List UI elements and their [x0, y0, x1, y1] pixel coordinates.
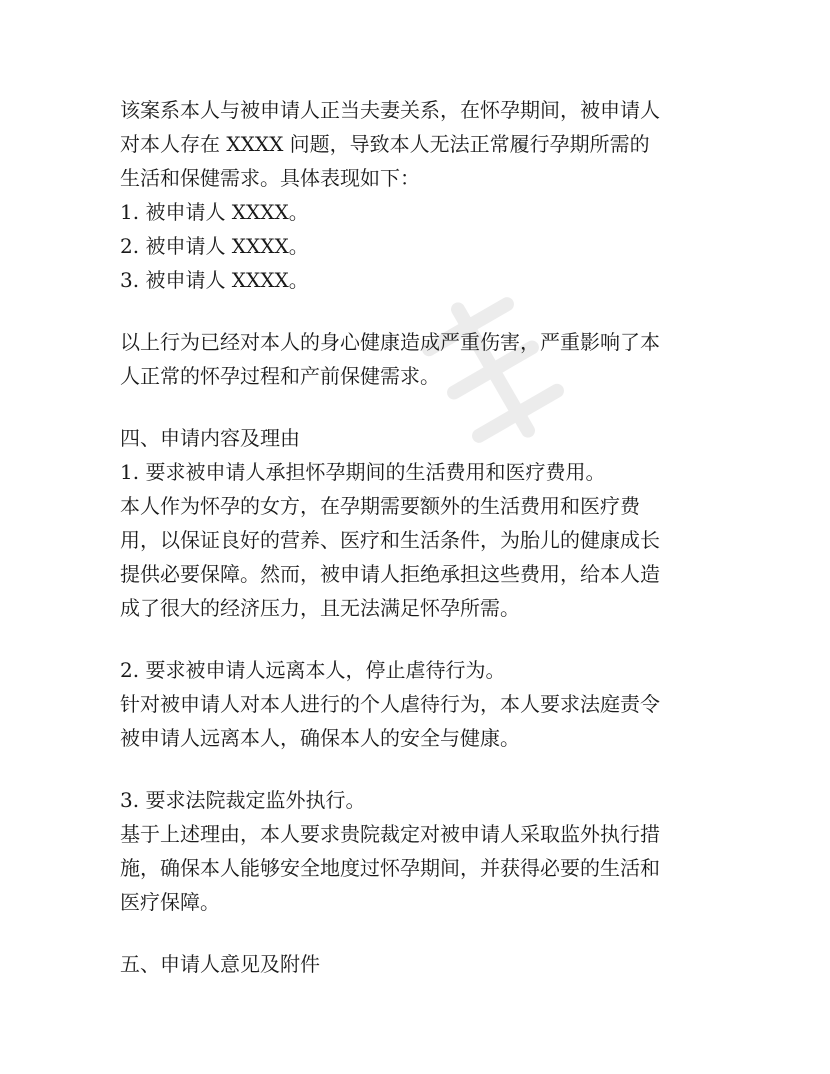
text-line: 对本人存在 XXXX 问题，导致本人无法正常履行孕期所需的	[120, 132, 650, 156]
text-line: 2. 被申请人 XXXX。	[120, 234, 309, 258]
text-line: 1. 要求被申请人承担怀孕期间的生活费用和医疗费用。	[120, 460, 606, 484]
text-line: 该案系本人与被申请人正当夫妻关系，在怀孕期间，被申请人	[120, 98, 660, 122]
text-line: 施，确保本人能够安全地度过怀孕期间，并获得必要的生活和	[120, 856, 660, 880]
paragraph-gap	[120, 919, 720, 947]
text-line: 提供必要保障。然而，被申请人拒绝承担这些费用，给本人造	[120, 562, 660, 586]
paragraph-block	[120, 947, 720, 981]
text-line: 基于上述理由，本人要求贵院裁定对被申请人采取监外执行措	[120, 822, 660, 846]
paragraph-block	[120, 653, 720, 755]
text-line: 生活和保健需求。具体表现如下：	[120, 166, 420, 190]
paragraph-block	[120, 93, 720, 297]
text-line: 以上行为已经对本人的身心健康造成严重伤害，严重影响了本	[120, 330, 660, 354]
text-line: 针对被申请人对本人进行的个人虐待行为，本人要求法庭责令	[120, 692, 660, 716]
text-line: 3. 被申请人 XXXX。	[120, 268, 309, 292]
text-line: 3. 要求法院裁定监外执行。	[120, 788, 366, 812]
text-line: 五、申请人意见及附件	[120, 952, 320, 976]
document-body	[120, 93, 720, 981]
text-line: 人正常的怀孕过程和产前保健需求。	[120, 364, 440, 388]
text-line: 1. 被申请人 XXXX。	[120, 200, 309, 224]
paragraph-gap	[120, 625, 720, 653]
paragraph-block	[120, 783, 720, 919]
text-line: 本人作为怀孕的女方，在孕期需要额外的生活费用和医疗费	[120, 494, 640, 518]
text-line: 被申请人远离本人，确保本人的安全与健康。	[120, 726, 520, 750]
paragraph-gap	[120, 393, 720, 421]
text-line: 成了很大的经济压力，且无法满足怀孕所需。	[120, 596, 520, 620]
text-line: 医疗保障。	[120, 890, 220, 914]
paragraph-gap	[120, 297, 720, 325]
text-line: 2. 要求被申请人远离本人，停止虐待行为。	[120, 658, 506, 682]
paragraph-gap	[120, 755, 720, 783]
text-line: 四、申请内容及理由	[120, 426, 300, 450]
text-line: 用，以保证良好的营养、医疗和生活条件，为胎儿的健康成长	[120, 528, 660, 552]
paragraph-block	[120, 421, 720, 625]
paragraph-block	[120, 325, 720, 393]
